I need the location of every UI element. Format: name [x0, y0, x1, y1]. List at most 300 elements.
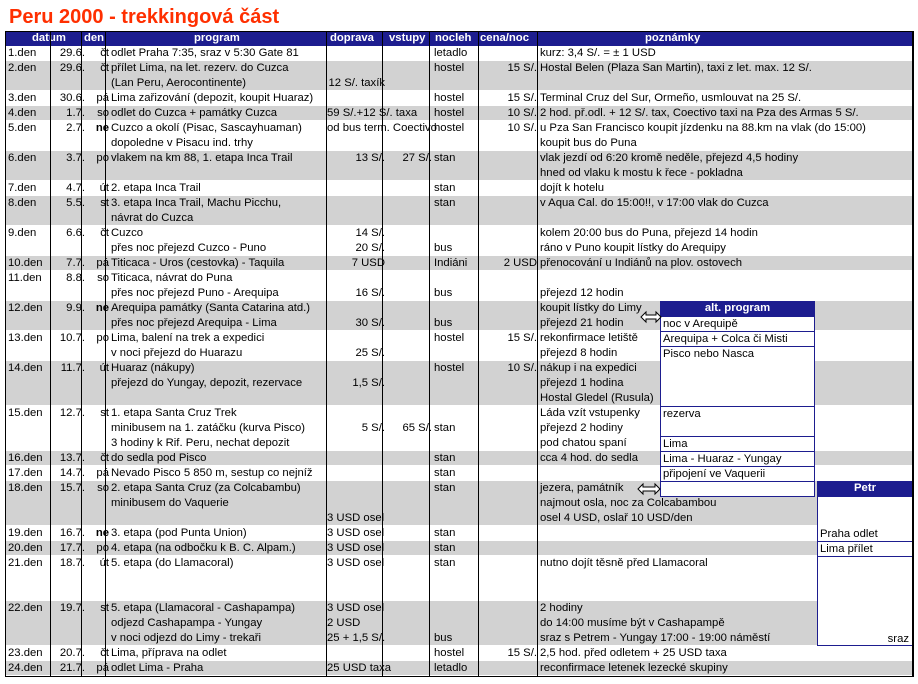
cell-datum: 18.7.	[59, 557, 85, 569]
cell-line	[385, 91, 432, 106]
cell-line	[480, 466, 537, 481]
cell-line	[480, 451, 537, 466]
cell-cena	[480, 406, 537, 450]
cell-dw: ne	[95, 122, 109, 134]
cell-line	[327, 406, 385, 421]
cell-line	[480, 481, 537, 496]
cell-poznamky	[540, 106, 911, 120]
cell-nocleh	[434, 331, 480, 360]
cell-doprava	[327, 526, 385, 540]
column-divider	[537, 31, 538, 677]
cell-den: 7.den	[8, 182, 37, 194]
cell-den: 22.den	[8, 602, 43, 614]
cell-dw: pá	[96, 467, 109, 479]
cell-poznamky	[540, 256, 911, 270]
cell-line	[480, 541, 537, 556]
cell-line: 25 + 1,5 S/.	[327, 632, 386, 644]
cell-program	[111, 196, 327, 225]
cell-line: stan	[434, 467, 456, 479]
cell-vstupy	[385, 226, 432, 255]
cell-doprava	[327, 541, 385, 555]
cell-vstupy	[385, 556, 432, 600]
cell-program	[111, 226, 327, 255]
cell-line	[385, 601, 432, 616]
cell-nocleh	[434, 466, 480, 480]
cell-cena	[480, 661, 537, 675]
cell-line: hostel	[434, 122, 465, 134]
cell-datum: 16.7.	[59, 527, 85, 539]
petr-header: Petr	[817, 481, 913, 496]
cell-line: v noci přejezd do Huarazu	[111, 347, 243, 359]
cell-doprava	[327, 46, 385, 60]
cell-line: přejezd 12 hodin	[540, 287, 624, 299]
cell-line: Terminal Cruz del Sur, Ormeño, usmlouvat na 25 S/.	[540, 92, 802, 104]
cell-line: 3 USD osel	[327, 542, 385, 554]
cell-datum: 5.5.	[66, 197, 85, 209]
cell-poznamky	[540, 151, 911, 180]
cell-dw: ne	[95, 527, 109, 539]
cell-datum: 30.6.	[59, 92, 85, 104]
cell-poznamky	[540, 331, 660, 360]
cell-line	[327, 331, 385, 346]
cell-line: Cuzco a okolí (Pisac, Sascayhuaman)	[111, 122, 302, 134]
cell-dw: so	[97, 482, 109, 494]
cell-line: 25 S/.	[355, 347, 385, 359]
cell-vstupy	[385, 361, 432, 405]
cell-cena	[480, 331, 537, 360]
cell-line	[385, 181, 432, 196]
cell-cena	[480, 106, 537, 120]
cell-line: Nevado Pisco 5 850 m, sestup co nejníž	[111, 467, 313, 479]
table-row	[5, 226, 913, 256]
cell-line: přejezd 2 hodiny	[540, 422, 623, 434]
cell-nocleh	[434, 46, 480, 60]
cell-cena	[480, 361, 537, 405]
cell-doprava	[327, 601, 385, 645]
cell-dw: út	[99, 182, 109, 194]
cell-cena	[480, 646, 537, 660]
cell-line: 15 S/.	[507, 332, 537, 344]
cell-line: hostel	[434, 62, 465, 74]
cell-dw: pá	[96, 92, 109, 104]
header-poznamky: poznámky	[645, 32, 701, 44]
cell-line: bus	[434, 632, 453, 644]
cell-den: 21.den	[8, 557, 43, 569]
cell-line: hostel	[434, 647, 465, 659]
cell-line: přenocování u Indiánů na plov. ostovech	[540, 257, 743, 269]
cell-datum: 10.7.	[59, 332, 85, 344]
cell-doprava	[327, 121, 437, 150]
cell-poznamky	[540, 61, 911, 90]
cell-den: 9.den	[8, 227, 37, 239]
cell-line: do sedla pod Pisco	[111, 452, 207, 464]
cell-nocleh	[434, 361, 480, 405]
cell-line: Titicaca, návrat do Puna	[111, 272, 233, 284]
cell-line	[385, 61, 432, 76]
table-row	[5, 271, 913, 301]
cell-line: stan	[434, 152, 456, 164]
cell-dw: pá	[96, 257, 109, 269]
cell-vstupy	[385, 466, 432, 480]
cell-poznamky	[540, 451, 660, 465]
cell-dw: st	[100, 407, 109, 419]
cell-line: hned od vlaku k mostu k řece - pokladna	[540, 167, 743, 179]
cell-line: přes noc přejezd Puno - Arequipa	[111, 287, 279, 299]
cell-datum: 29.6.	[59, 62, 85, 74]
cell-den: 13.den	[8, 332, 43, 344]
cell-datum: 13.7.	[59, 452, 85, 464]
cell-datum: 7.7.	[66, 257, 85, 269]
cell-line: kurz: 3,4 S/. = ± 1 USD	[540, 47, 656, 59]
cell-line: stan	[434, 197, 456, 209]
cell-cena	[480, 181, 537, 195]
cell-nocleh	[434, 481, 480, 525]
table-row	[5, 256, 913, 271]
cell-doprava	[327, 481, 385, 525]
cell-line: koupit lístky do Limy	[540, 302, 642, 314]
cell-line	[480, 226, 537, 241]
cell-den: 23.den	[8, 647, 43, 659]
cell-line: minibusem do Vaquerie	[111, 497, 229, 509]
cell-vstupy	[385, 256, 432, 270]
cell-line: stan	[434, 422, 456, 434]
cell-vstupy	[385, 151, 432, 180]
cell-poznamky	[540, 181, 911, 195]
cell-line	[385, 481, 432, 496]
cell-den: 11.den	[8, 272, 42, 284]
alt-program-box	[660, 316, 815, 497]
header-datum: datum	[32, 32, 66, 44]
cell-den: 15.den	[8, 407, 43, 419]
cell-den: 5.den	[8, 122, 37, 134]
cell-line	[327, 451, 385, 466]
cell-datum: 14.7.	[59, 467, 85, 479]
cell-cena	[480, 601, 537, 645]
header-program: program	[194, 32, 240, 44]
cell-line: 14 S/.	[355, 227, 385, 239]
header-doprava: doprava	[330, 32, 374, 44]
cell-line	[480, 196, 537, 211]
cell-line: přejezd 1 hodina	[540, 377, 624, 389]
cell-doprava	[327, 91, 385, 105]
cell-line	[385, 556, 432, 571]
cell-line: najmout osla, noc za Colcabambou	[540, 497, 717, 509]
table-row	[5, 196, 913, 226]
cell-line	[385, 661, 432, 676]
cell-doprava	[327, 181, 385, 195]
cell-line: letadlo	[434, 662, 468, 674]
cell-line: 5. etapa (Llamacoral - Cashapampa)	[111, 602, 295, 614]
cell-line	[327, 466, 385, 481]
alt-program-item: připojení ve Vaquerii	[661, 467, 814, 482]
petr-box	[817, 496, 913, 646]
cell-line: rekonfirmace letiště	[540, 332, 638, 344]
cell-line: Láda vzít vstupenky	[540, 407, 640, 419]
table-header	[5, 31, 913, 46]
cell-line: 10 S/.	[507, 107, 537, 119]
cell-line: 2. etapa Santa Cruz (za Colcabambu)	[111, 482, 301, 494]
cell-doprava	[327, 331, 385, 360]
cell-nocleh	[434, 556, 480, 600]
alt-program-item: Lima	[661, 437, 814, 452]
cell-line	[480, 601, 537, 616]
alt-program-item: Pisco nebo Nasca	[661, 347, 814, 407]
page-title: Peru 2000 - trekkingová část	[9, 6, 280, 28]
column-divider	[478, 31, 479, 677]
cell-line	[385, 331, 432, 346]
cell-dw: čt	[100, 47, 109, 59]
cell-datum: 21.7.	[59, 662, 85, 674]
petr-item: Praha odlet	[818, 527, 912, 542]
cell-vstupy	[385, 91, 432, 105]
cell-line: 13 S/.	[355, 152, 385, 164]
cell-line: 1,5 S/.	[352, 377, 385, 389]
cell-poznamky	[540, 91, 911, 105]
column-divider	[5, 31, 6, 677]
table-row	[5, 91, 913, 106]
cell-program	[111, 556, 327, 600]
cell-line: 4. etapa (na odbočku k B. C. Alpam.)	[111, 542, 296, 554]
cell-line: 15 S/.	[507, 647, 537, 659]
cell-den: 3.den	[8, 92, 37, 104]
cell-nocleh	[434, 526, 480, 540]
cell-line	[385, 106, 432, 121]
cell-datum: 19.7.	[59, 602, 85, 614]
petr-item: sraz	[887, 633, 909, 645]
cell-line: 25 USD taxa	[327, 662, 392, 674]
cell-doprava	[327, 466, 385, 480]
cell-line: 15 S/.	[507, 62, 537, 74]
left-right-arrow-icon	[640, 310, 662, 324]
cell-doprava	[327, 226, 385, 255]
cell-line: 65 S/.	[402, 422, 432, 434]
cell-program	[111, 466, 327, 480]
cell-line: 7 USD	[351, 257, 385, 269]
cell-datum: 1.7.	[66, 107, 85, 119]
cell-nocleh	[434, 646, 480, 660]
cell-line: sraz s Petrem - Yungay 17:00 - 19:00 náměstí	[540, 632, 771, 644]
cell-line: cca 4 hod. do sedla	[540, 452, 638, 464]
cell-poznamky	[540, 361, 660, 405]
cell-line: 27 S/.	[402, 152, 432, 164]
cell-nocleh	[434, 661, 480, 675]
cell-cena	[480, 271, 537, 300]
cell-line	[480, 151, 537, 166]
cell-program	[111, 256, 327, 270]
table-row	[5, 121, 913, 151]
cell-dw: so	[97, 107, 109, 119]
cell-line: přes noc přejezd Cuzco - Puno	[111, 242, 267, 254]
cell-poznamky	[540, 196, 911, 225]
cell-nocleh	[434, 601, 480, 645]
cell-datum: 17.7.	[59, 542, 85, 554]
cell-line	[385, 226, 432, 241]
cell-line: 3 USD osel	[327, 602, 385, 614]
cell-vstupy	[385, 646, 432, 660]
cell-line: reconfirmace letenek lezecké skupiny	[540, 662, 728, 674]
cell-dw: so	[97, 272, 109, 284]
cell-vstupy	[385, 61, 432, 90]
header-cena: cena/noc	[480, 32, 529, 44]
cell-line: 59 S/.+12 S/. taxa	[327, 107, 418, 119]
cell-line: hostel	[434, 362, 465, 374]
cell-dw: po	[96, 152, 109, 164]
cell-den: 20.den	[8, 542, 43, 554]
cell-dw: st	[100, 197, 109, 209]
cell-line: 3 USD osel	[327, 512, 385, 524]
cell-cena	[480, 46, 537, 60]
cell-den: 12.den	[8, 302, 43, 314]
cell-cena	[480, 526, 537, 540]
cell-line: 5 S/.	[361, 422, 385, 434]
cell-line	[434, 601, 480, 616]
cell-line	[385, 361, 432, 376]
cell-nocleh	[434, 181, 480, 195]
cell-doprava	[327, 61, 385, 90]
cell-line: Lima zařizování (depozit, koupit Huaraz)	[111, 92, 314, 104]
cell-line: Titicaca - Uros (cestovka) - Taquila	[111, 257, 285, 269]
cell-line: 3. etapa Inca Trail, Machu Picchu,	[111, 197, 282, 209]
cell-cena	[480, 451, 537, 465]
table-row	[5, 61, 913, 91]
cell-dw: út	[99, 557, 109, 569]
cell-datum: 29.6.	[59, 47, 85, 59]
cell-line: odlet do Cuzca + památky Cuzca	[111, 107, 278, 119]
cell-program	[111, 181, 327, 195]
alt-program-item: noc v Arequipě	[661, 317, 814, 332]
cell-line: kolem 20:00 bus do Puna, přejezd 14 hodin	[540, 227, 758, 239]
cell-dw: pá	[96, 662, 109, 674]
column-divider	[326, 31, 327, 677]
cell-den: 18.den	[8, 482, 43, 494]
cell-den: 24.den	[8, 662, 43, 674]
alt-program-header: alt. program	[660, 301, 815, 316]
cell-nocleh	[434, 406, 480, 450]
cell-line	[434, 226, 480, 241]
cell-line: 2 hodiny	[540, 602, 583, 614]
table-row	[5, 601, 913, 646]
cell-line: ráno v Puno koupit lístky do Arequipy	[540, 242, 726, 254]
cell-line: minibusem na 1. zatáčku (kurva Pisco)	[111, 422, 306, 434]
cell-cena	[480, 121, 537, 150]
table-row	[5, 106, 913, 121]
cell-line: stan	[434, 542, 456, 554]
cell-line: 3. etapa (pod Punta Union)	[111, 527, 247, 539]
cell-line: letadlo	[434, 47, 468, 59]
cell-line	[385, 301, 432, 316]
cell-nocleh	[434, 226, 480, 255]
cell-nocleh	[434, 151, 480, 180]
cell-line: koupit bus do Puna	[540, 137, 637, 149]
cell-nocleh	[434, 271, 480, 300]
cell-cena	[480, 196, 537, 225]
cell-line: 10 S/.	[507, 122, 537, 134]
table-row	[5, 181, 913, 196]
cell-dw: st	[100, 602, 109, 614]
cell-nocleh	[434, 541, 480, 555]
cell-cena	[480, 541, 537, 555]
cell-program	[111, 406, 327, 450]
cell-cena	[480, 91, 537, 105]
cell-nocleh	[434, 121, 480, 150]
cell-datum: 2.7.	[66, 122, 85, 134]
cell-line: stan	[434, 527, 456, 539]
cell-cena	[480, 481, 537, 525]
cell-line: bus	[434, 287, 453, 299]
cell-line: 12 S/. taxík	[328, 77, 385, 89]
column-divider	[429, 31, 430, 677]
cell-doprava	[327, 196, 385, 225]
petr-item: Lima přílet	[818, 542, 912, 557]
cell-program	[111, 481, 327, 525]
cell-dw: čt	[100, 227, 109, 239]
cell-line	[327, 301, 385, 316]
cell-nocleh	[434, 106, 480, 120]
cell-doprava	[327, 556, 385, 600]
cell-nocleh	[434, 196, 480, 225]
cell-line	[385, 271, 432, 286]
cell-cena	[480, 256, 537, 270]
cell-line	[327, 61, 385, 76]
cell-poznamky	[540, 121, 911, 150]
cell-line: stan	[434, 557, 456, 569]
cell-doprava	[327, 406, 385, 450]
cell-poznamky	[540, 271, 911, 300]
cell-vstupy	[385, 481, 432, 525]
cell-program	[111, 526, 327, 540]
alt-program-item: rezerva	[661, 407, 814, 437]
cell-line: 10 S/.	[507, 362, 537, 374]
cell-program	[111, 46, 327, 60]
cell-line: Lima, balení na trek a expedici	[111, 332, 265, 344]
cell-line	[385, 406, 432, 421]
cell-line	[385, 646, 432, 661]
cell-line: 15 S/.	[507, 92, 537, 104]
cell-vstupy	[385, 451, 432, 465]
cell-doprava	[327, 301, 385, 330]
cell-program	[111, 301, 327, 330]
cell-datum: 8.8.	[66, 272, 85, 284]
cell-dw: po	[96, 542, 109, 554]
cell-line: v noci odjezd do Limy - trekaři	[111, 632, 262, 644]
cell-poznamky	[540, 646, 911, 660]
cell-line	[480, 526, 537, 541]
cell-line	[480, 406, 537, 421]
cell-den: 19.den	[8, 527, 43, 539]
cell-datum: 11.7.	[60, 362, 85, 374]
cell-poznamky	[540, 466, 660, 480]
cell-line	[385, 526, 432, 541]
cell-line: 1. etapa Santa Cruz Trek	[111, 407, 237, 419]
cell-line	[327, 361, 385, 376]
cell-line	[434, 301, 480, 316]
cell-vstupy	[385, 601, 432, 645]
cell-line: odjezd Cashapampa - Yungay	[111, 617, 263, 629]
header-vstupy: vstupy	[389, 32, 426, 44]
cell-program	[111, 451, 327, 465]
cell-line: dojít k hotelu	[540, 182, 605, 194]
table-row	[5, 46, 913, 61]
cell-doprava	[327, 451, 385, 465]
cell-line	[385, 256, 432, 271]
cell-vstupy	[385, 301, 432, 330]
cell-line: stan	[434, 452, 456, 464]
cell-datum: 12.7.	[59, 407, 85, 419]
cell-line	[480, 556, 537, 571]
cell-vstupy	[385, 406, 432, 450]
cell-nocleh	[434, 301, 480, 330]
cell-line: 2 USD	[327, 617, 361, 629]
